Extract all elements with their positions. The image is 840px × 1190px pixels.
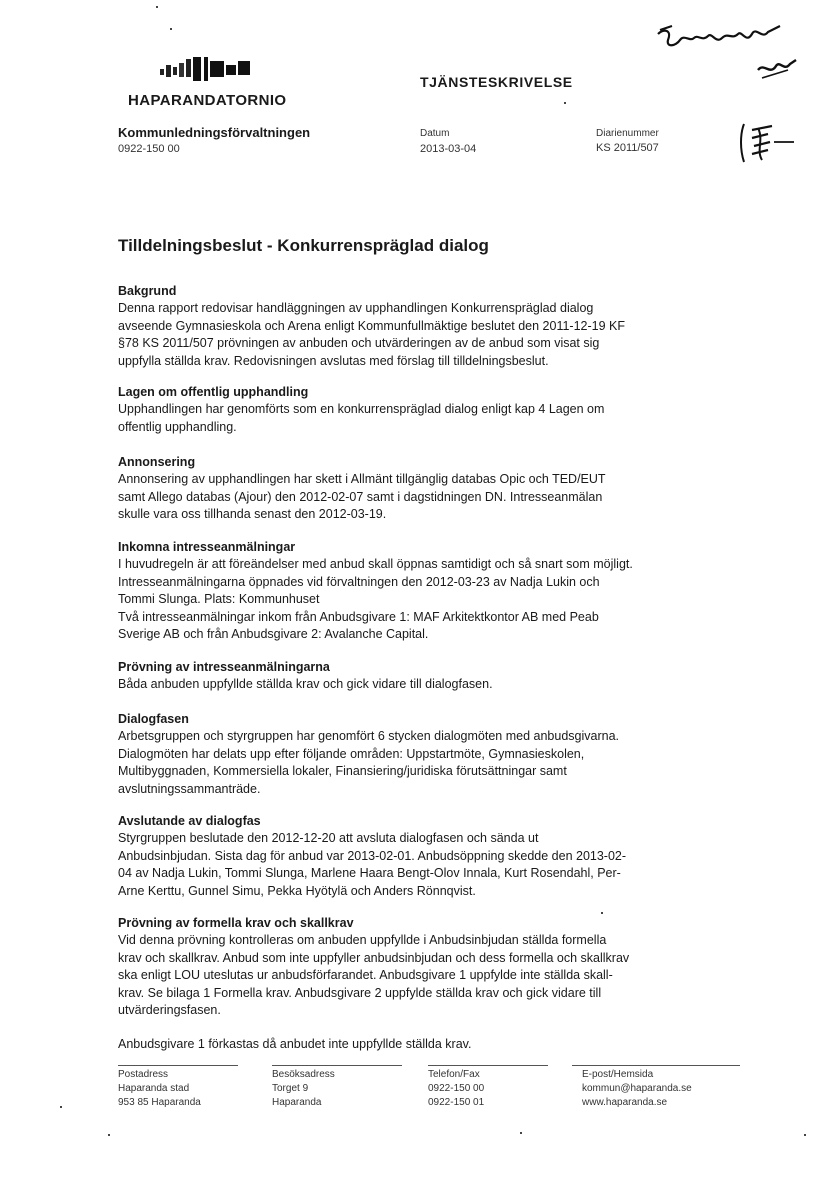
document-type: TJÄNSTESKRIVELSE — [420, 74, 573, 90]
scan-speck — [60, 1106, 62, 1108]
section-text: Denna rapport redovisar handläggningen av upphandlingen Konkurrenspräglad dialog avseende Gymnasieskola och Arena enligt Kommunfullmäktige beslutet den 2011-12-19 KF §78 KS 2011/507 prövningen av anbuden och utvärderingen av de anbud som visat sig uppfylla ställda krav. Redovisningen avslutas med förslag till tilldelningsbeslut. — [118, 301, 626, 368]
section-bakgrund — [118, 283, 738, 370]
section-text: Båda anbuden uppfyllde ställda krav och gick vidare till dialogfasen. — [118, 677, 493, 691]
section-annonsering — [118, 454, 738, 524]
scan-speck — [601, 912, 603, 914]
section-heading: Inkomna intresseanmälningar — [118, 540, 296, 554]
department-phone: 0922-150 00 — [118, 143, 180, 155]
section-text: Upphandlingen har genomförts som en konkurrenspräglad dialog enligt kap 4 Lagen om offentlig upphandling. — [118, 402, 605, 434]
section-heading: Avslutande av dialogfas — [118, 814, 261, 828]
date-value: 2013-03-04 — [420, 143, 477, 155]
section-text: Vid denna prövning kontrolleras om anbuden uppfyllde i Anbudsinbjudan ställda formella krav och skallkrav. Anbud som inte uppfyller anbudsinbjudan och dess formella och skallkrav ska enligt LOU uteslutas ur anbudsförfarandet. Anbudsgivare 1 uppfylde inte ställda skall- krav. Se bilaga 1 Formella krav. Anbudsgivare 2 uppfylde ställda krav och gick vidare till utvärderingsfasen. — [118, 933, 630, 1017]
section-heading: Prövning av formella krav och skallkrav — [118, 916, 354, 930]
stamp-mark — [738, 120, 798, 166]
section-lou — [118, 384, 738, 436]
page-title: Tilldelningsbeslut - Konkurrenspräglad dialog — [118, 236, 489, 255]
diary-label: Diarienummer — [596, 128, 659, 139]
scan-speck — [564, 102, 566, 104]
scan-speck — [170, 28, 172, 30]
org-name: HAPARANDATORNIO — [128, 92, 287, 109]
footer-phone-fax: Telefon/Fax 0922-150 00 0922-150 01 — [428, 1069, 485, 1108]
section-heading: Lagen om offentlig upphandling — [118, 385, 309, 399]
section-avslutande — [118, 813, 738, 900]
section-text: Styrgruppen beslutade den 2012-12-20 att avsluta dialogfasen och sända ut Anbudsinbjudan. Sista dag för anbud var 2013-02-01. Anbudsöppning skedde den 2013-02- 04 av Nadja Lukin, Tommi Slunga, Marlene Haara Bengt-Olov Innala, Kurt Rosendahl, Per- Arne Kerttu, Gunnel Simu, Pekka Hyötylä och Anders Rönnqvist. — [118, 831, 627, 898]
footer-divider — [428, 1065, 548, 1066]
footer-divider — [572, 1065, 740, 1066]
scan-speck — [108, 1134, 110, 1136]
section-formella-krav — [118, 915, 738, 1020]
footer-postal-address: Postadress Haparanda stad 953 85 Haparanda — [118, 1069, 201, 1108]
department-name: Kommunledningsförvaltningen — [118, 125, 311, 140]
handwritten-signature — [650, 20, 800, 95]
scan-speck — [156, 6, 158, 8]
footer-divider — [118, 1065, 238, 1066]
scan-speck — [804, 1134, 806, 1136]
section-text: I huvudregeln är att föreändelser med anbud skall öppnas samtidigt och så snart som möjligt. Intresseanmälningarna öppnades vid förvaltningen den 2012-03-23 av Nadja Lukin och Tommi Slunga. Plats: Kommunhuset Två intresseanmälningar inkom från Anbudsgivare 1: MAF Arkitektkontor AB med Peab Sverige AB och från Anbudsgivare 2: Avalanche Capital. — [118, 557, 633, 641]
conclusion-text: Anbudsgivare 1 förkastas då anbudet inte uppfyllde ställda krav. — [118, 1037, 472, 1051]
section-inkomna — [118, 539, 738, 644]
diary-value: KS 2011/507 — [596, 142, 659, 154]
section-text: Annonsering av upphandlingen har skett i Allmänt tillgänglig databas Opic och TED/EUT samt Allego databas (Ajour) den 2012-02-07 samt i dagstidningen DN. Intresseanmälan skulle vara oss tillhanda senast den 2012-03-19. — [118, 472, 606, 521]
footer-divider — [272, 1065, 402, 1066]
footer-visit-address: Besöksadress Torget 9 Haparanda — [272, 1069, 335, 1108]
logo-icon — [160, 55, 270, 83]
section-heading: Prövning av intresseanmälningarna — [118, 660, 330, 674]
section-heading: Bakgrund — [118, 284, 177, 298]
date-label: Datum — [420, 128, 450, 139]
footer-email-web: E-post/Hemsida kommun@haparanda.se www.haparanda.se — [582, 1069, 692, 1108]
section-dialogfasen — [118, 711, 738, 798]
section-heading: Dialogfasen — [118, 712, 189, 726]
section-text: Arbetsgruppen och styrgruppen har genomfört 6 stycken dialogmöten med anbudsgivarna. Dialogmöten har delats upp efter följande områden: Uppstartmöte, Gymnasieskolen, Multibyggnaden, Kommersiella lokaler, Finansiering/juridiska förutsättningar samt avslutningssammanträde. — [118, 729, 619, 796]
scan-speck — [520, 1132, 522, 1134]
section-provning-intresse — [118, 659, 738, 694]
section-heading: Annonsering — [118, 455, 196, 469]
